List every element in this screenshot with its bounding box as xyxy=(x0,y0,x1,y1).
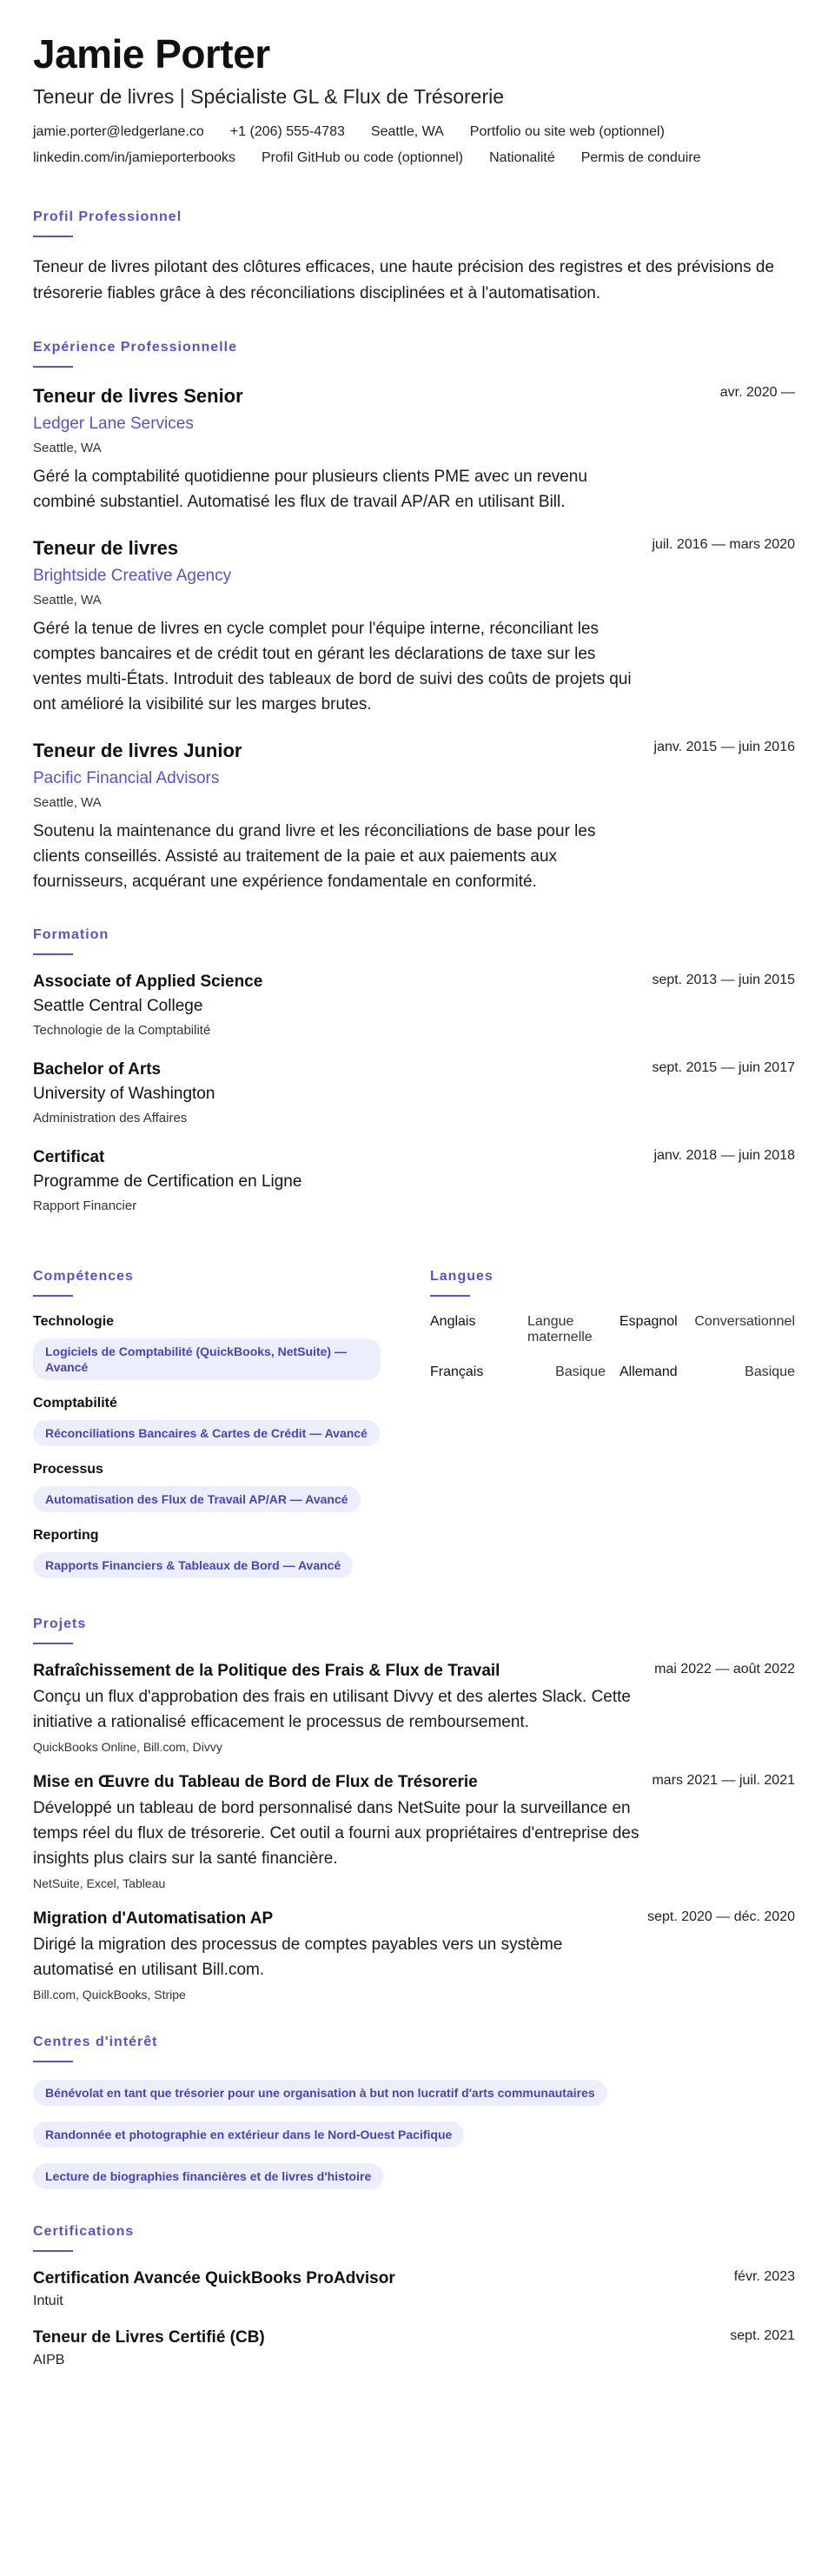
project-title: Migration d'Automatisation AP xyxy=(33,1909,274,1928)
education-date: sept. 2013 — juin 2015 xyxy=(652,973,795,987)
section-title-skills: Compétences xyxy=(33,1269,134,1284)
section-divider xyxy=(33,1295,73,1297)
contact-email[interactable]: jamie.porter@ledgerlane.co xyxy=(33,124,204,139)
section-title-education: Formation xyxy=(33,927,109,942)
certification-date: sept. 2021 xyxy=(730,2328,795,2343)
section-divider xyxy=(33,1643,73,1644)
education-item xyxy=(33,1148,795,1213)
job-company: Ledger Lane Services xyxy=(33,415,194,433)
experience-item xyxy=(33,740,795,894)
summary-text: Teneur de livres pilotant des clôtures efficaces, une haute précision des registres et des prévisions de trésorerie fiables grâce à des réconciliations disciplinées et à l'automatisation. xyxy=(33,258,775,302)
project-item xyxy=(33,1773,795,1890)
job-location: Seattle, WA xyxy=(33,795,102,810)
interest-pill: Randonnée et photographie en extérieur dans le Nord-Ouest Pacifique xyxy=(33,2121,464,2148)
contact-license: Permis de conduire xyxy=(580,150,701,165)
interest-pill: Bénévolat en tant que trésorier pour une organisation à but non lucratif d'arts communautaires xyxy=(33,2080,607,2106)
education-item xyxy=(33,973,795,1038)
skill-pill: Automatisation des Flux de Travail AP/AR — Avancé xyxy=(33,1486,361,1512)
education-date: janv. 2018 — juin 2018 xyxy=(653,1148,795,1163)
certification-issuer: Intuit xyxy=(33,2294,63,2308)
language-level: Basique xyxy=(555,1364,606,1379)
language-name: Allemand xyxy=(619,1364,678,1379)
skill-category: Technologie xyxy=(33,1314,115,1329)
section-title-summary: Profil Professionnel xyxy=(33,209,182,224)
job-location: Seattle, WA xyxy=(33,441,102,455)
certification-item xyxy=(33,2269,795,2309)
contact-list xyxy=(33,124,795,176)
section-divider xyxy=(33,236,73,237)
project-title: Rafraîchissement de la Politique des Frais & Flux de Travail xyxy=(33,1662,500,1680)
section-title-interests: Centres d'intérêt xyxy=(33,2035,158,2049)
education-field: Rapport Financier xyxy=(33,1198,137,1213)
certification-name: Teneur de Livres Certifié (CB) xyxy=(33,2328,265,2347)
section-divider xyxy=(33,366,73,368)
certification-date: févr. 2023 xyxy=(733,2269,795,2284)
project-description: Conçu un flux d'approbation des frais en utilisant Divvy et des alertes Slack. Cette initiative a rationalisé efficacement le processus de remboursement. xyxy=(33,1688,631,1731)
education-school: University of Washington xyxy=(33,1085,215,1103)
project-description: Développé un tableau de bord personnalisé dans NetSuite pour la surveillance en temps réel du flux de trésorerie. Cet outil a fourni aux propriétaires d'entreprise des insights plus clairs sur la santé financière. xyxy=(33,1799,639,1868)
section-divider xyxy=(33,2061,73,2062)
education-degree: Bachelor of Arts xyxy=(33,1060,162,1079)
language-item xyxy=(619,1314,795,1345)
headline: Teneur de livres | Spécialiste GL & Flux de Trésorerie xyxy=(33,85,505,108)
experience-item xyxy=(33,385,795,515)
education-field: Technologie de la Comptabilité xyxy=(33,1023,211,1038)
language-item xyxy=(430,1364,606,1380)
job-date: janv. 2015 — juin 2016 xyxy=(653,740,795,754)
language-name: Espagnol xyxy=(619,1314,678,1329)
language-name: Anglais xyxy=(430,1314,476,1329)
certification-name: Certification Avancée QuickBooks ProAdvisor xyxy=(33,2269,395,2287)
job-company: Pacific Financial Advisors xyxy=(33,769,220,787)
education-degree: Associate of Applied Science xyxy=(33,973,263,991)
job-description: Géré la tenue de livres en cycle complet pour l'équipe interne, réconciliant les comptes bancaires et de crédit tout en gérant les déclarations de taxe sur les ventes multi-États. Introduit des tableaux de bord de suivi des coûts de projets qui ont amélioré la visibilité sur les marges brutes. xyxy=(33,620,632,714)
contact-phone[interactable]: +1 (206) 555-4783 xyxy=(229,124,345,139)
education-school: Seattle Central College xyxy=(33,997,203,1015)
education-date: sept. 2015 — juin 2017 xyxy=(652,1060,795,1075)
skill-pill: Rapports Financiers & Tableaux de Bord — Avancé xyxy=(33,1552,353,1578)
project-description: Dirigé la migration des processus de comptes payables vers un système automatisé en utilisant Bill.com. xyxy=(33,1935,563,1979)
education-field: Administration des Affaires xyxy=(33,1111,188,1125)
project-tech: Bill.com, QuickBooks, Stripe xyxy=(33,1988,186,2002)
contact-github[interactable]: Profil GitHub ou code (optionnel) xyxy=(262,150,464,165)
language-name: Français xyxy=(430,1364,484,1379)
job-company: Brightside Creative Agency xyxy=(33,567,232,585)
job-title: Teneur de livres Senior xyxy=(33,385,243,407)
section-title-languages: Langues xyxy=(430,1269,493,1284)
job-title: Teneur de livres Junior xyxy=(33,740,242,761)
language-level: Basique xyxy=(745,1364,795,1379)
skill-category: Comptabilité xyxy=(33,1396,117,1411)
candidate-name: Jamie Porter xyxy=(33,31,270,76)
project-date: sept. 2020 — déc. 2020 xyxy=(647,1909,795,1924)
language-grid xyxy=(430,1314,795,1380)
language-level: Conversationnel xyxy=(694,1314,795,1329)
interest-pill: Lecture de biographies financières et de livres d'histoire xyxy=(33,2163,383,2189)
project-date: mars 2021 — juil. 2021 xyxy=(652,1773,795,1788)
section-divider xyxy=(33,953,73,955)
education-item xyxy=(33,1060,795,1125)
job-description: Soutenu la maintenance du grand livre et les réconciliations de base pour les clients conseillés. Assisté au traitement de la paie et aux paiements aux fournisseurs, acquérant une expérience fondamentale en conformité. xyxy=(33,822,596,891)
education-school: Programme de Certification en Ligne xyxy=(33,1172,302,1191)
language-item xyxy=(619,1364,795,1380)
languages-column xyxy=(430,1236,795,1594)
contact-portfolio[interactable]: Portfolio ou site web (optionnel) xyxy=(469,124,665,139)
section-divider xyxy=(430,1295,470,1297)
skill-category: Processus xyxy=(33,1462,103,1477)
job-description: Géré la comptabilité quotidienne pour plusieurs clients PME avec un revenu combiné substantiel. Automatisé les flux de travail AP/AR en utilisant Bill. xyxy=(33,468,587,511)
project-item xyxy=(33,1909,795,2002)
job-title: Teneur de livres xyxy=(33,537,179,559)
section-title-experience: Expérience Professionnelle xyxy=(33,340,237,355)
job-date: juil. 2016 — mars 2020 xyxy=(652,537,795,552)
project-date: mai 2022 — août 2022 xyxy=(654,1662,795,1676)
contact-nationality: Nationalité xyxy=(489,150,555,165)
interests-list xyxy=(33,2080,795,2205)
skills-languages-row xyxy=(33,1236,795,1594)
certification-item xyxy=(33,2328,795,2368)
project-tech: NetSuite, Excel, Tableau xyxy=(33,1876,166,1890)
language-level: Langue maternelle xyxy=(527,1314,593,1344)
contact-linkedin[interactable]: linkedin.com/in/jamieporterbooks xyxy=(33,150,235,165)
section-title-projects: Projets xyxy=(33,1617,87,1631)
contact-location: Seattle, WA xyxy=(370,124,444,139)
skill-pill: Réconciliations Bancaires & Cartes de Crédit — Avancé xyxy=(33,1420,380,1446)
section-divider xyxy=(33,2250,73,2252)
project-tech: QuickBooks Online, Bill.com, Divvy xyxy=(33,1740,222,1754)
section-title-certifications: Certifications xyxy=(33,2224,135,2239)
job-location: Seattle, WA xyxy=(33,593,102,607)
project-title: Mise en Œuvre du Tableau de Bord de Flux de Trésorerie xyxy=(33,1773,478,1791)
project-item xyxy=(33,1662,795,1754)
skill-pill: Logiciels de Comptabilité (QuickBooks, NetSuite) — Avancé xyxy=(33,1338,381,1380)
language-item xyxy=(430,1314,606,1345)
certification-issuer: AIPB xyxy=(33,2353,65,2367)
skills-column xyxy=(33,1236,398,1594)
job-date: avr. 2020 — xyxy=(719,385,795,400)
skill-category: Reporting xyxy=(33,1528,99,1543)
experience-item xyxy=(33,537,795,717)
education-degree: Certificat xyxy=(33,1148,105,1166)
